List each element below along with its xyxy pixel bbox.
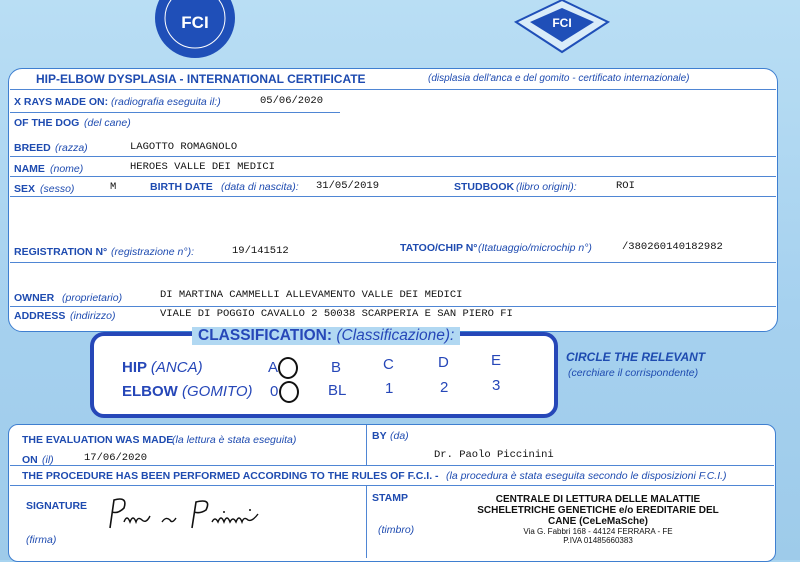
- name-label: NAME: [14, 163, 45, 175]
- sex-value: M: [110, 181, 117, 193]
- hip-row-label: [122, 359, 203, 376]
- evaluation-date: 17/06/2020: [84, 452, 148, 464]
- hip-grade-c[interactable]: C: [383, 356, 394, 373]
- tatoo-value: /380260140182982: [622, 241, 723, 253]
- evaluation-made-label-it: (la lettura è stata eseguita): [172, 434, 297, 446]
- address-label-it: (indirizzo): [70, 310, 116, 322]
- classification-title-text: CLASSIFICATION:: [198, 327, 333, 344]
- breed-value: LAGOTTO ROMAGNOLO: [130, 141, 238, 153]
- stamp-line-4: Via G. Fabbri 168 - 44124 FERRARA - FE: [523, 527, 673, 536]
- divider: [10, 465, 774, 466]
- divider: [10, 89, 776, 90]
- fci-logo-text: FCI: [181, 13, 209, 32]
- fci-logo-right: [512, 0, 612, 56]
- studbook-label-it: (libro origini):: [516, 181, 577, 193]
- signature-label: SIGNATURE: [26, 500, 88, 512]
- certificate-title-it: (displasia dell'anca e del gomito - certificato internazionale): [428, 73, 690, 84]
- elbow-grade-bl[interactable]: BL: [328, 382, 347, 399]
- evaluator-name: Dr. Paolo Piccinini: [434, 449, 554, 461]
- classification-title: [192, 327, 460, 345]
- divider: [10, 306, 776, 307]
- fci-logo-left: [150, 0, 240, 58]
- xrays-value: 05/06/2020: [260, 95, 324, 107]
- hip-selection-circle: [278, 357, 298, 379]
- stamp-line-1: CENTRALE DI LETTURA DELLE MALATTIE: [495, 494, 701, 505]
- tatoo-label: TATOO/CHIP N°: [400, 242, 478, 254]
- breed-label-it: (razza): [55, 142, 88, 154]
- elbow-grade-1[interactable]: 1: [385, 380, 394, 397]
- birth-label: BIRTH DATE: [150, 181, 213, 193]
- dog-label: OF THE DOG: [14, 117, 80, 129]
- registration-label-it: (registrazione n°):: [111, 246, 194, 258]
- classification-title-it: (Classificazione):: [336, 327, 455, 344]
- owner-label-it: (proprietario): [62, 292, 123, 304]
- elbow-label-it: (GOMITO): [182, 383, 253, 400]
- elbow-grade-3[interactable]: 3: [492, 377, 501, 394]
- xrays-label: X RAYS MADE ON:: [14, 96, 109, 108]
- xrays-label-it: (radiografia eseguita il:): [111, 96, 221, 108]
- hip-grade-e[interactable]: E: [491, 352, 502, 369]
- divider: [10, 112, 340, 113]
- stamp-label: STAMP: [372, 492, 408, 504]
- signature-label-it: (firma): [26, 534, 57, 546]
- divider: [10, 262, 776, 263]
- owner-label: OWNER: [14, 292, 55, 304]
- hip-grade-a[interactable]: A: [268, 359, 279, 376]
- stamp-line-2: SCHELETRICHE GENETICHE e/o EREDITARIE DEL: [477, 505, 719, 516]
- certificate-title: HIP-ELBOW DYSPLASIA - INTERNATIONAL CERTIFICATE: [36, 72, 366, 86]
- hip-grade-b[interactable]: B: [331, 359, 342, 376]
- by-label-it: (da): [390, 430, 409, 442]
- hip-label: HIP: [122, 359, 147, 376]
- divider: [10, 196, 776, 197]
- tatoo-label-it: (Itatuaggio/microchip n°): [478, 242, 592, 254]
- breed-label: BREED: [14, 142, 51, 154]
- hip-grade-d[interactable]: D: [438, 354, 449, 371]
- dog-label-it: (del cane): [84, 117, 131, 129]
- owner-value: DI MARTINA CAMMELLI ALLEVAMENTO VALLE DEI MEDICI: [160, 289, 463, 301]
- divider: [10, 485, 774, 486]
- divider: [10, 176, 776, 177]
- vertical-divider: [366, 425, 367, 465]
- name-value: HEROES VALLE DEI MEDICI: [130, 161, 275, 173]
- registration-value: 19/141512: [232, 245, 289, 257]
- birth-value: 31/05/2019: [316, 180, 380, 192]
- stamp-line-5: P.IVA 01485660383: [563, 536, 633, 545]
- on-label-it: (il): [42, 454, 54, 466]
- fci-logo-text: FCI: [552, 16, 572, 30]
- name-label-it: (nome): [50, 163, 84, 175]
- elbow-grade-0[interactable]: 0: [270, 383, 279, 400]
- studbook-value: ROI: [616, 180, 635, 192]
- elbow-row-label: [122, 383, 253, 400]
- on-label: ON: [22, 454, 38, 466]
- elbow-grade-2[interactable]: 2: [440, 379, 449, 396]
- registration-label: REGISTRATION N°: [14, 246, 108, 258]
- circle-note: CIRCLE THE RELEVANT: [566, 350, 706, 364]
- address-label: ADDRESS: [14, 310, 66, 322]
- stamp-block: [448, 494, 748, 545]
- by-label: BY: [372, 430, 387, 442]
- circle-note-it: (cerchiare il corrispondente): [568, 367, 699, 379]
- procedure-label-it: (la procedura è stata eseguita secondo le disposizioni F.C.I.): [446, 470, 727, 482]
- stamp-label-it: (timbro): [378, 524, 415, 536]
- sex-label: SEX: [14, 183, 36, 195]
- address-value: VIALE DI POGGIO CAVALLO 2 50038 SCARPERIA E SAN PIERO FI: [160, 308, 513, 320]
- evaluation-made-label: THE EVALUATION WAS MADE: [22, 434, 174, 446]
- studbook-label: STUDBOOK: [454, 181, 515, 193]
- divider: [10, 156, 776, 157]
- elbow-selection-circle: [279, 381, 299, 403]
- birth-label-it: (data di nascita):: [221, 181, 299, 193]
- sex-label-it: (sesso): [40, 183, 75, 195]
- stamp-line-3: CANE (CeLeMaSche): [547, 516, 649, 527]
- vertical-divider: [366, 486, 367, 558]
- procedure-label: THE PROCEDURE HAS BEEN PERFORMED ACCORDING TO THE RULES OF F.C.I. -: [22, 470, 439, 482]
- signature-image: [100, 492, 280, 536]
- elbow-label: ELBOW: [122, 383, 178, 400]
- hip-label-it: (ANCA): [150, 359, 203, 376]
